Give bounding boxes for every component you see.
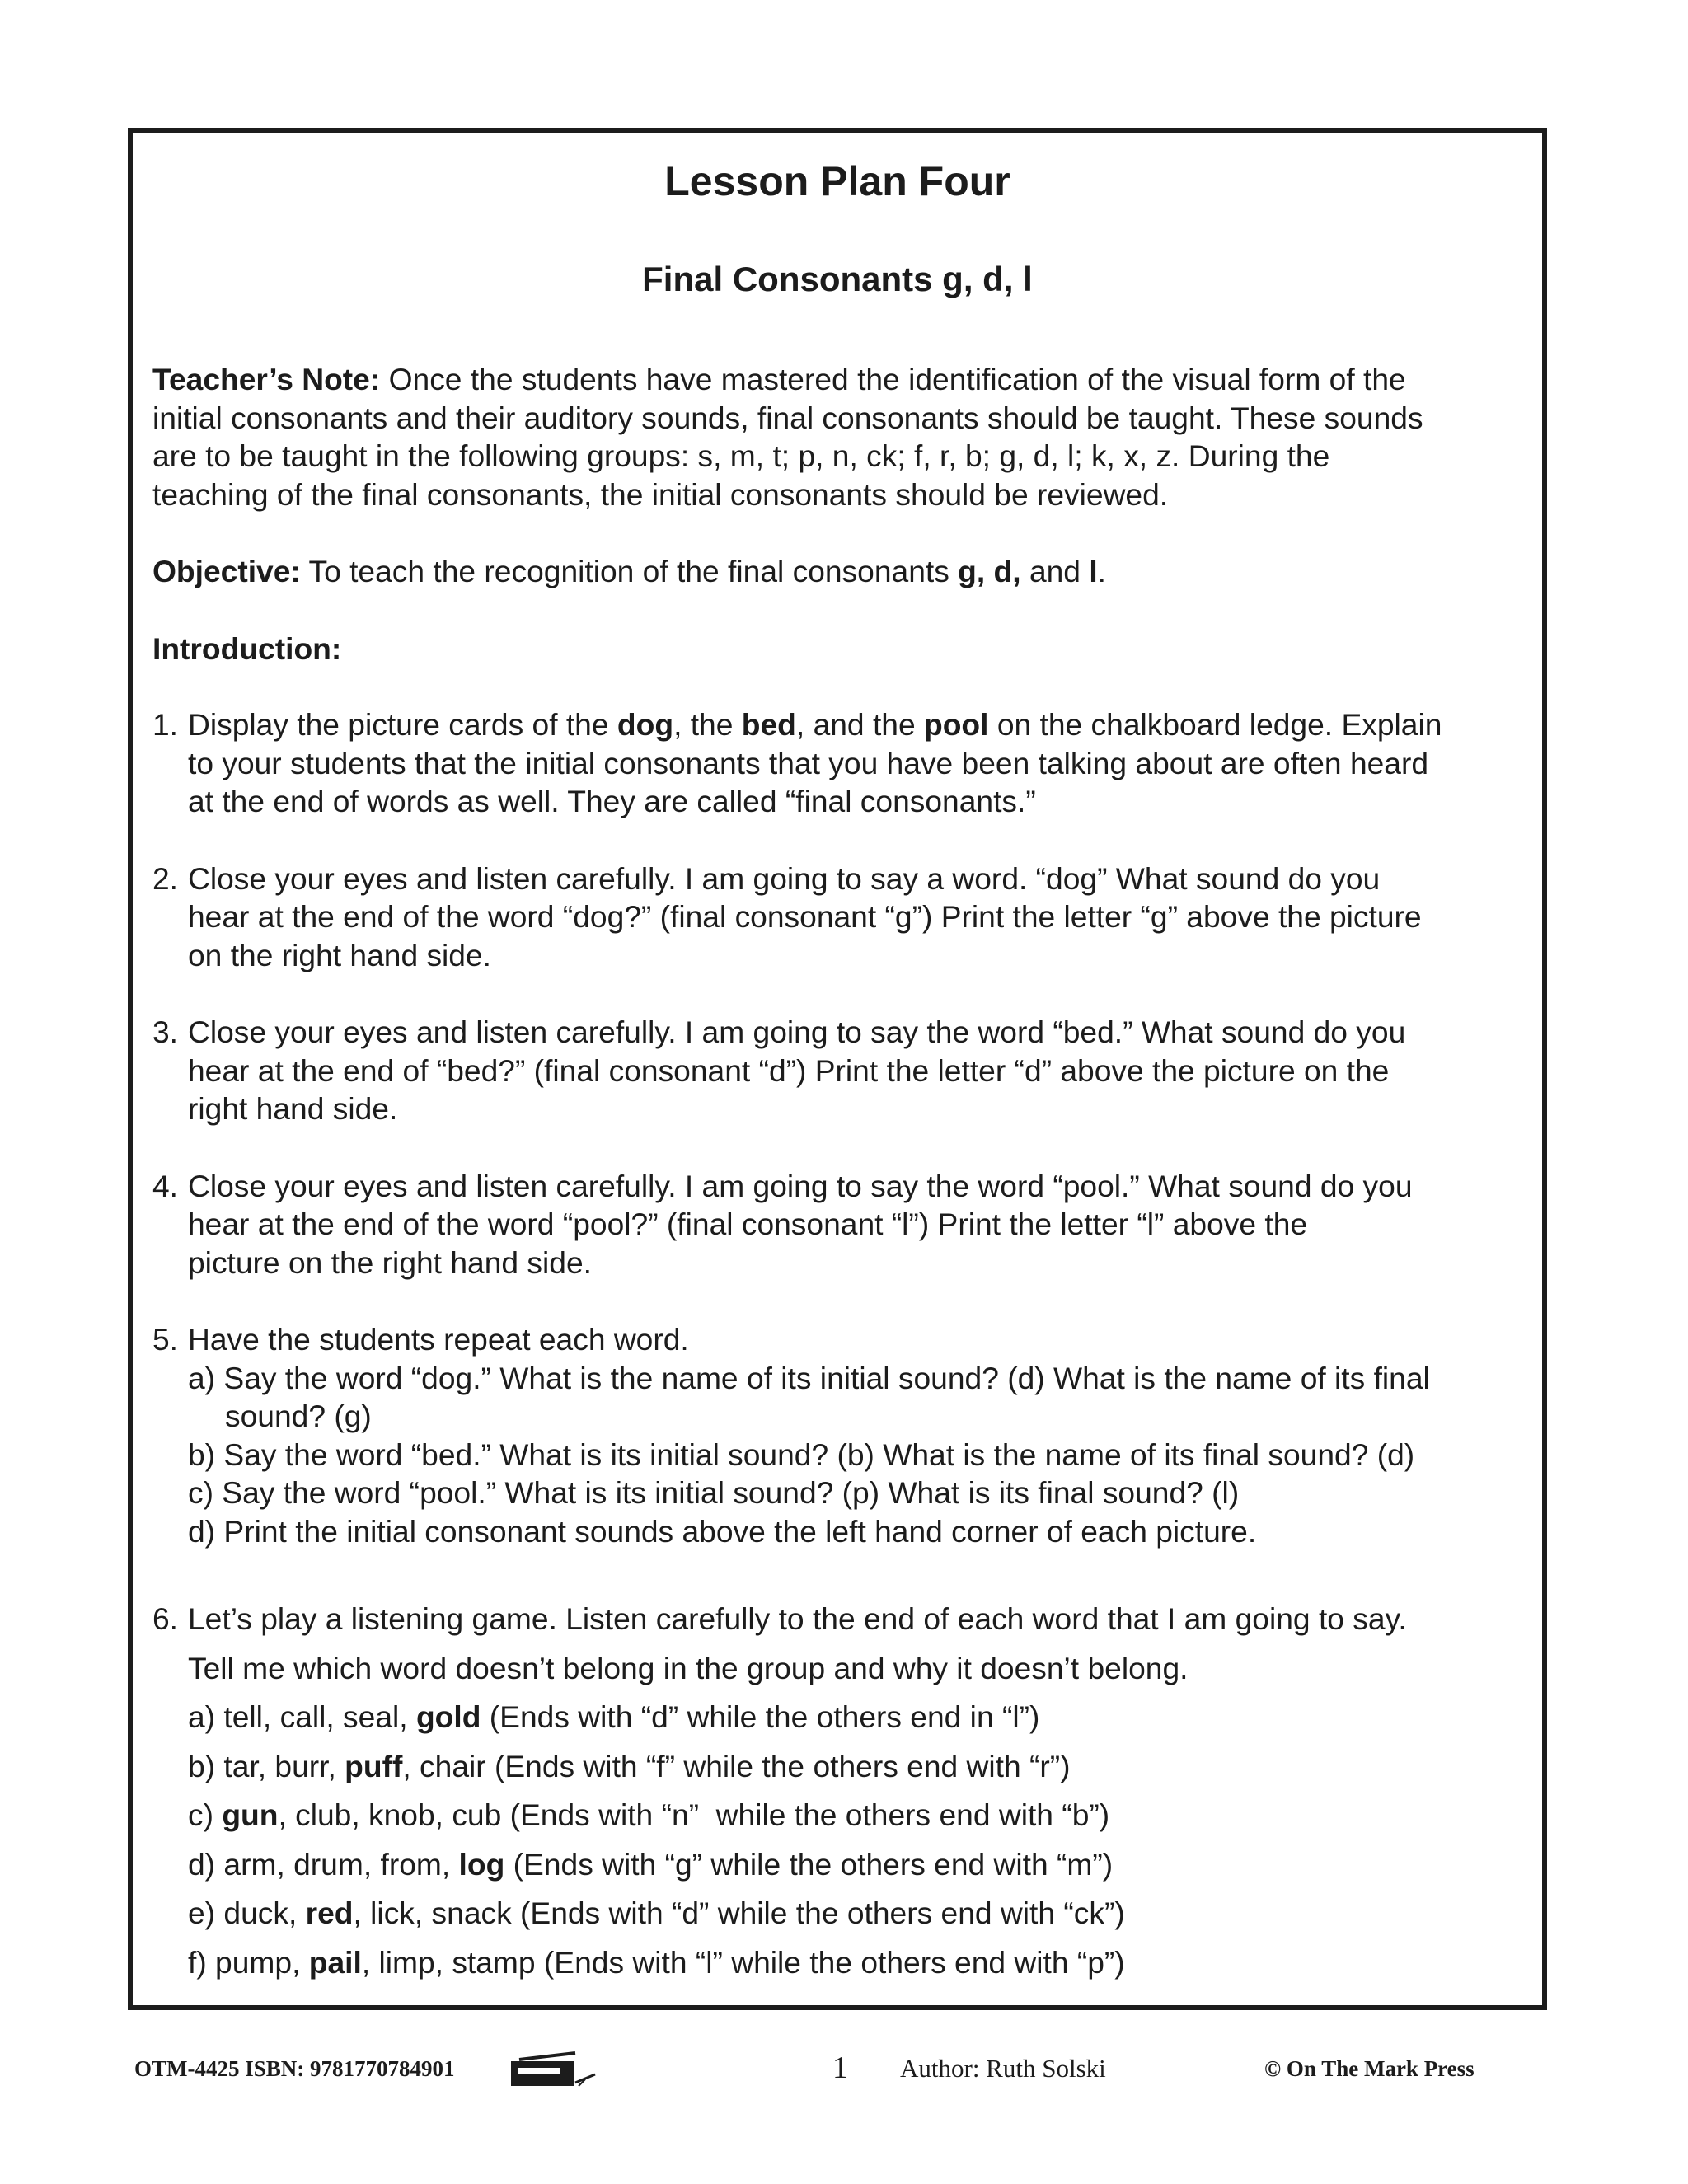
footer-isbn: OTM-4425 ISBN: 9781770784901	[134, 2056, 455, 2081]
item-text: hear at the end of “bed?” (final consonant “d”) Print the letter “d” above the picture on the	[188, 1052, 1390, 1088]
list-item-5	[152, 1320, 1526, 1550]
sub-item-text: , lick, snack (Ends with “d” while the others end with “ck”)	[353, 1896, 1125, 1930]
sub-item	[188, 1791, 1526, 1840]
press-logo-icon	[509, 2050, 600, 2089]
item-text: at the end of words as well. They are called “final consonants.”	[188, 784, 1036, 818]
sub-item	[188, 1693, 1526, 1742]
item-text: hear at the end of the word “pool?” (final consonant “l”) Print the letter “l” above the	[188, 1207, 1308, 1241]
item-text: to your students that the initial consonants that you have been talking about are often heard	[188, 745, 1429, 780]
page-number: 1	[832, 2050, 848, 2085]
item-bold-word: dog	[617, 707, 674, 742]
item-bold-word: bed	[741, 707, 796, 742]
item-text: Close your eyes and listen carefully. I am going to say the word “bed.” What sound do you	[188, 1015, 1406, 1049]
teachers-note-line: initial consonants and their auditory sounds, final consonants should be taught. These sounds	[152, 400, 1423, 435]
sub-item-text: , chair (Ends with “f” while the others end with “r”)	[402, 1748, 1071, 1783]
objective-bold-2: l	[1089, 554, 1098, 588]
teachers-note-line: Once the students have mastered the identification of the visual form of the	[388, 362, 1406, 396]
objective-end: .	[1097, 554, 1107, 588]
item-text: Let’s play a listening game. Listen carefully to the end of each word that I am going to say.	[188, 1601, 1407, 1636]
teachers-note-line: are to be taught in the following groups: s, m, t; p, n, ck; f, r, b; g, d, l; k, x, z. During the	[152, 438, 1330, 473]
sub-item-text: b) tar, burr,	[188, 1748, 336, 1783]
sub-item: a) Say the word “dog.” What is the name of its initial sound? (d) What is the name of its final	[188, 1360, 1430, 1395]
list-item-2	[152, 860, 1526, 975]
item-text: Close your eyes and listen carefully. I am going to say the word “pool.” What sound do you	[188, 1168, 1413, 1203]
page-footer	[0, 2050, 1688, 2099]
teachers-note	[152, 360, 1526, 513]
footer-author: Author: Ruth Solski	[900, 2054, 1106, 2083]
item-number: 5.	[152, 1322, 179, 1357]
sub-item-text: (Ends with “g” while the others end with “m”)	[513, 1846, 1114, 1882]
page-subtitle: Final Consonants g, d, l	[642, 260, 1033, 298]
sub-item	[188, 1938, 1526, 1988]
item-number: 3.	[152, 1015, 179, 1049]
sub-item	[188, 1840, 1526, 1890]
objective-text: To teach the recognition of the final consonants	[308, 554, 950, 588]
item-text: on the right hand side.	[188, 937, 492, 972]
sub-item-text: d) arm, drum, from,	[188, 1846, 451, 1882]
item-text: on the chalkboard ledge. Explain	[996, 707, 1442, 742]
odd-word: pail	[308, 1944, 362, 1980]
odd-word: log	[458, 1846, 505, 1882]
item-text: picture on the right hand side.	[188, 1244, 592, 1280]
sub-item: d) Print the initial consonant sounds above the left hand corner of each picture.	[188, 1513, 1257, 1549]
item-text: , the	[673, 707, 734, 742]
introduction-label: Introduction:	[152, 630, 342, 666]
item-text: right hand side.	[188, 1091, 398, 1126]
objective	[152, 552, 1526, 591]
item-text: Have the students repeat each word.	[188, 1322, 689, 1357]
item-number: 4.	[152, 1168, 179, 1203]
list-item-6	[152, 1595, 1526, 1987]
list-item-1	[152, 705, 1526, 821]
item-text: Tell me which word doesn’t belong in the group and why it doesn’t belong.	[188, 1650, 1189, 1685]
item-text: Close your eyes and listen carefully. I am going to say a word. “dog” What sound do you	[188, 860, 1381, 896]
sub-item	[188, 1742, 1526, 1792]
item-text: Display the picture cards of the	[188, 707, 609, 742]
sub-item-text: e) duck,	[188, 1896, 298, 1930]
sub-item-text: a) tell, call, seal,	[188, 1699, 408, 1734]
sub-item-text: c)	[188, 1797, 213, 1832]
sub-item: c) Say the word “pool.” What is its initial sound? (p) What is its final sound? (l)	[188, 1475, 1240, 1510]
footer-publisher: © On The Mark Press	[1264, 2056, 1475, 2081]
introduction-heading	[152, 630, 1526, 668]
odd-word: gun	[222, 1797, 279, 1832]
item-number: 6.	[152, 1601, 179, 1636]
item-text: hear at the end of the word “dog?” (final consonant “g”) Print the letter “g” above the picture	[188, 899, 1422, 934]
sub-item-text: f) pump,	[188, 1944, 301, 1980]
sub-item-text: , limp, stamp (Ends with “l” while the others end with “p”)	[361, 1944, 1125, 1980]
sub-item-continuation: sound? (g)	[225, 1399, 372, 1433]
item-number: 2.	[152, 860, 179, 896]
sub-item-text: , club, knob, cub (Ends with “n” while the others end with “b”)	[278, 1797, 1110, 1832]
lesson-frame	[128, 128, 1547, 2010]
item-text: , and the	[795, 707, 916, 742]
item-number: 1.	[152, 707, 179, 742]
objective-label: Objective:	[152, 554, 301, 588]
list-item-4	[152, 1167, 1526, 1282]
objective-and: and	[1029, 554, 1081, 588]
objective-bold-1: g, d,	[958, 554, 1021, 588]
teachers-note-line: teaching of the final consonants, the initial consonants should be reviewed.	[152, 476, 1169, 512]
page-title: Lesson Plan Four	[664, 158, 1010, 204]
odd-word: red	[305, 1896, 354, 1930]
list-item-3	[152, 1013, 1526, 1128]
odd-word: puff	[345, 1748, 403, 1783]
sub-item: b) Say the word “bed.” What is its initial sound? (b) What is the name of its final sound? (d)	[188, 1436, 1415, 1472]
teachers-note-label: Teacher’s Note:	[152, 362, 381, 396]
sub-item	[188, 1889, 1526, 1938]
item-bold-word: pool	[924, 707, 989, 742]
odd-word: gold	[415, 1699, 481, 1734]
sub-item-text: (Ends with “d” while the others end in “l”)	[489, 1699, 1040, 1734]
lesson-content	[152, 360, 1526, 1987]
